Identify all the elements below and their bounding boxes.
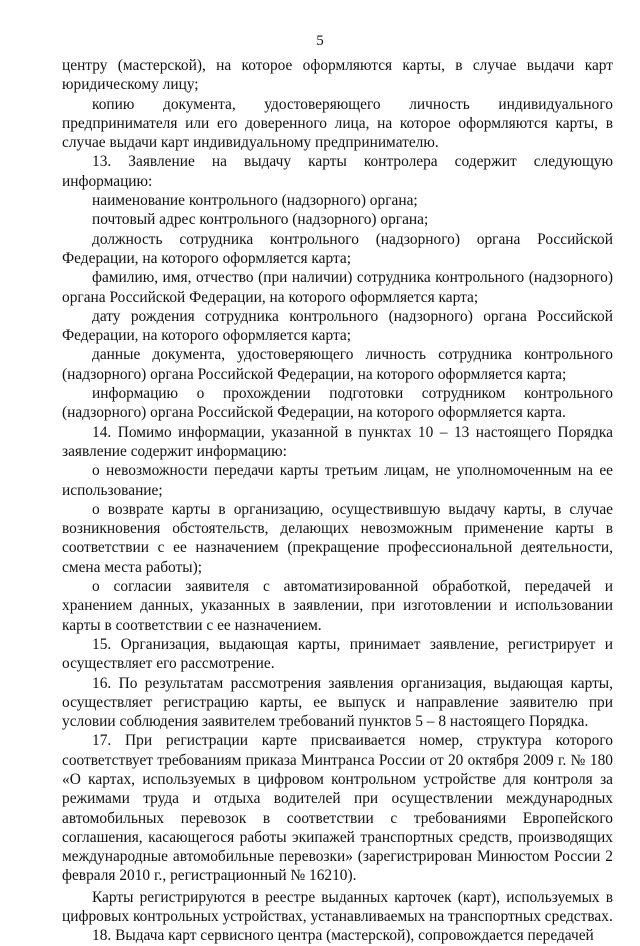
paragraph: 15. Организация, выдающая карты, принимает заявление, регистрирует и осуществляет его рассмотрение. <box>62 635 613 673</box>
paragraph: 13. Заявление на выдачу карты контролера содержит следующую информацию: <box>62 153 613 190</box>
paragraph: данные документа, удостоверяющего личность сотрудника контрольного (надзорного) органа Российской Федерации, на которого оформляется карта; <box>62 346 613 383</box>
paragraph: наименование контрольного (надзорного) органа; <box>92 192 418 210</box>
paragraph: 17. При регистрации карте присваивается номер, структура которого соответствует требованиям приказа Минтранса России от 20 октября 2009 г. № 180 «О картах, используемых в цифровом контрольном устройстве для контроля за режимами труда и отдыха водителей при осуществлении международных автомобильных перевозок в соответствии с требованиями Европейского соглашения, касающегося работы экипажей транспортных средств, производящих международные автомобильные перевозки» (зарегистрирован Минюстом России 2 февраля 2010 г., регистрационный № 16210). <box>62 732 613 885</box>
paragraph: копию документа, удостоверяющего личность индивидуального предпринимателя или его доверенного лица, на которое оформляются карты, в случае выдачи карт индивидуальному предпринимателю. <box>62 95 613 152</box>
paragraph: о согласии заявителя с автоматизированной обработкой, передачей и хранением данных, указанных в заявлении, при изготовлении и использовании карты в соответствии с ее назначением. <box>62 578 613 634</box>
page-number: 5 <box>316 33 324 49</box>
paragraph: информацию о прохождении подготовки сотрудником контрольного (надзорного) органа Российской Федерации, на которого оформляется карта. <box>62 385 613 422</box>
paragraph: центру (мастерской), на которое оформляются карты, в случае выдачи карт юридическому лицу; <box>62 57 613 94</box>
paragraph: Карты регистрируются в реестре выданных карточек (карт), используемых в цифровых контрольных устройствах, устанавливаемых на транспортных средствах. <box>62 888 613 926</box>
paragraph: 18. Выдача карт сервисного центра (мастерской), сопровождается передачей <box>92 927 594 945</box>
paragraph: фамилию, имя, отчество (при наличии) сотрудника контрольного (надзорного) органа Российской Федерации, на которого оформляется карта; <box>62 269 613 306</box>
paragraph: 14. Помимо информации, указанной в пунктах 10 – 13 настоящего Порядка заявление содержит информацию: <box>62 423 613 460</box>
paragraph: дату рождения сотрудника контрольного (надзорного) органа Российской Федерации, на которого оформляется карта; <box>62 307 613 345</box>
document-body <box>62 56 613 946</box>
paragraph: должность сотрудника контрольного (надзорного) органа Российской Федерации, на которого оформляется карта; <box>62 230 613 267</box>
paragraph: о невозможности передачи карты третьим лицам, не уполномоченным на ее использование; <box>62 462 613 499</box>
paragraph: 16. По результатам рассмотрения заявления организация, выдающая карты, осуществляет регистрацию карты, ее выпуск и направление заявителю при условии соблюдения заявителем требований пунктов 5 – 8 настоящего Порядка. <box>62 674 613 731</box>
paragraph: почтовый адрес контрольного (надзорного) органа; <box>92 211 429 229</box>
paragraph: о возврате карты в организацию, осуществившую выдачу карты, в случае возникновения обстоятельств, делающих невозможным применение карты в соответствии с ее назначением (прекращение профессиональной деятельности, смена места работы); <box>62 500 613 576</box>
